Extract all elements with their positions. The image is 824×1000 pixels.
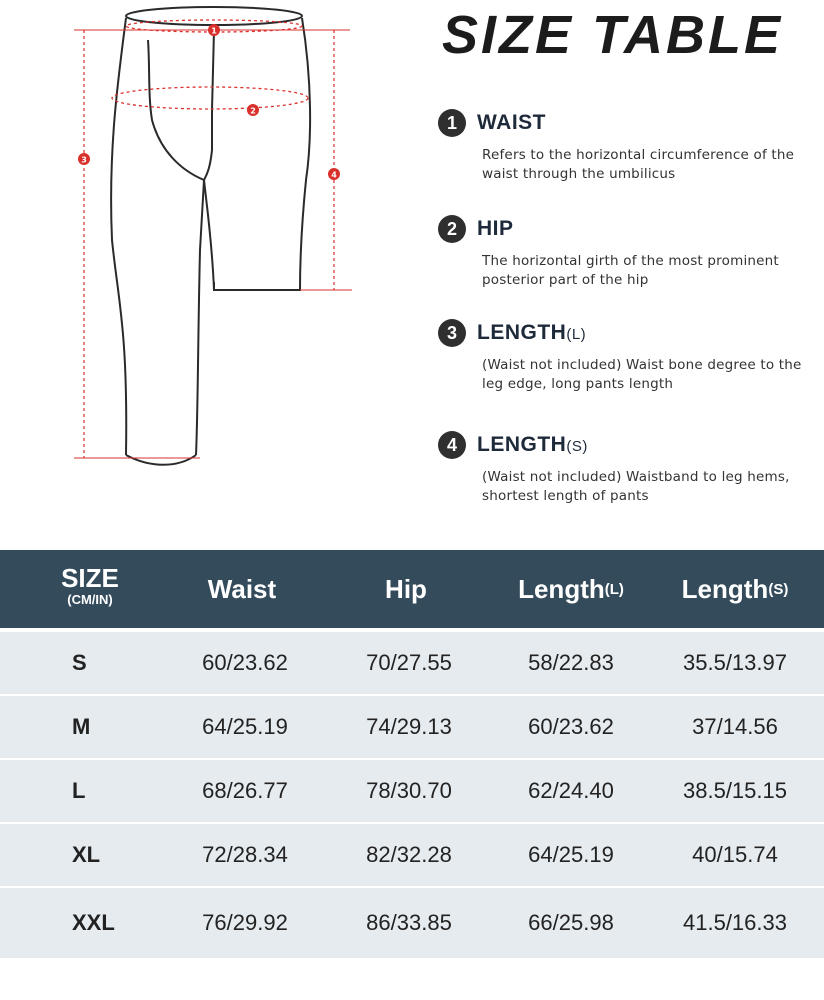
cell-hip: 74/29.13	[366, 714, 452, 739]
number-3-icon: 3	[438, 319, 466, 347]
definition-title: HIP	[477, 217, 514, 240]
cell-length-l: 66/25.98	[528, 910, 614, 935]
cell-size: L	[72, 778, 86, 803]
page-title: SIZE TABLE	[442, 5, 784, 65]
definition-waist	[438, 108, 818, 184]
definition-hip	[438, 214, 818, 290]
cell-waist: 64/25.19	[202, 714, 288, 739]
pants-diagram	[0, 0, 400, 540]
header-size: SIZE (CM/IN)	[61, 563, 119, 607]
cell-hip: 82/32.28	[366, 842, 452, 867]
cell-length-s: 35.5/13.97	[683, 650, 787, 675]
number-4-icon: 4	[438, 431, 466, 459]
cell-hip: 86/33.85	[366, 910, 452, 935]
table-footer-space	[0, 964, 824, 1000]
table-row	[0, 632, 824, 694]
definition-text: (Waist not included) Waist bone degree to the leg edge, long pants length	[482, 357, 802, 392]
marker-1-label: 1	[211, 26, 217, 36]
header-length-s: Length (S)	[681, 573, 789, 604]
header-length-l: Length (L)	[518, 573, 624, 604]
cell-waist: 72/28.34	[202, 842, 288, 867]
cell-length-l: 64/25.19	[528, 842, 614, 867]
marker-2-label: 2	[250, 106, 256, 116]
length-l-measure	[74, 30, 200, 458]
cell-hip: 78/30.70	[366, 778, 452, 803]
cell-length-l: 58/22.83	[528, 650, 614, 675]
pants-outline	[111, 7, 310, 465]
cell-length-s: 37/14.56	[692, 714, 778, 739]
size-table	[0, 550, 824, 1000]
cell-waist: 76/29.92	[202, 910, 288, 935]
table-row	[0, 888, 824, 958]
definition-title: LENGTH(S)	[477, 433, 588, 456]
cell-size: XXL	[72, 910, 115, 935]
definition-length-l	[438, 318, 818, 394]
definition-length-s	[438, 430, 818, 506]
cell-length-l: 60/23.62	[528, 714, 614, 739]
cell-hip: 70/27.55	[366, 650, 452, 675]
definition-title: WAIST	[477, 111, 546, 134]
table-row	[0, 696, 824, 758]
cell-size: M	[72, 714, 91, 739]
number-2-icon: 2	[438, 215, 466, 243]
header-waist: Waist	[207, 573, 277, 604]
cell-size: XL	[72, 842, 101, 867]
definition-text: (Waist not included) Waistband to leg hems, shortest length of pants	[482, 469, 790, 504]
cell-length-s: 41.5/16.33	[683, 910, 787, 935]
cell-waist: 60/23.62	[202, 650, 288, 675]
marker-4-label: 4	[331, 170, 337, 180]
definition-title: LENGTH(L)	[477, 321, 587, 344]
definition-text: The horizontal girth of the most prominent posterior part of the hip	[482, 253, 779, 288]
definition-text: Refers to the horizontal circumference of the waist through the umbilicus	[482, 147, 795, 182]
number-1-icon: 1	[438, 109, 466, 137]
table-header	[0, 550, 824, 628]
hip-measure	[112, 87, 308, 116]
cell-length-s: 40/15.74	[692, 842, 778, 867]
header-hip: Hip	[385, 573, 427, 604]
cell-size: S	[72, 650, 87, 675]
table-row	[0, 760, 824, 822]
cell-length-s: 38.5/15.15	[683, 778, 787, 803]
cell-length-l: 62/24.40	[528, 778, 614, 803]
cell-waist: 68/26.77	[202, 778, 288, 803]
marker-3-label: 3	[81, 155, 87, 165]
table-row	[0, 824, 824, 886]
